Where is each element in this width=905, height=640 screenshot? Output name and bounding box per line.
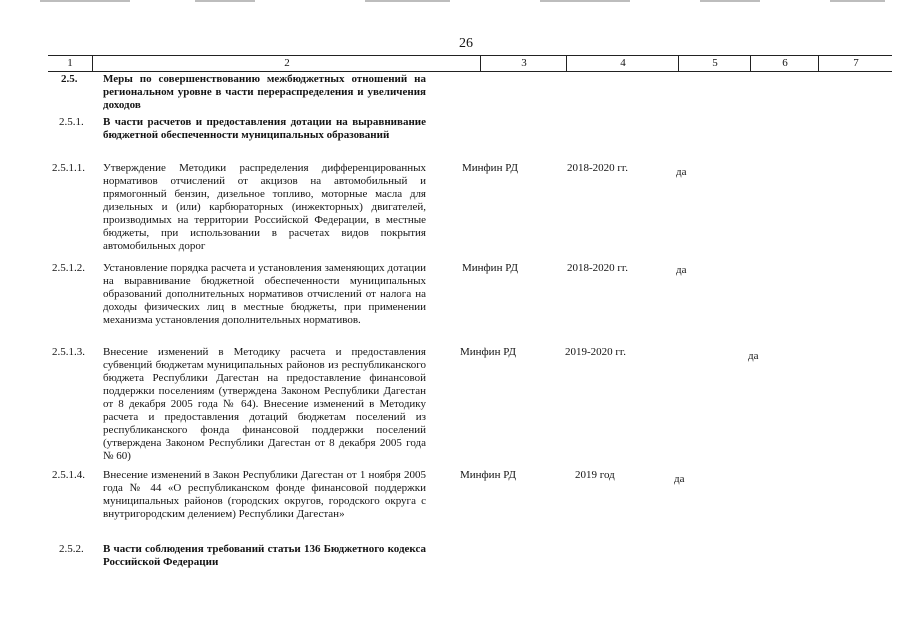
- scan-artifact-line: [40, 0, 130, 2]
- row-number: 2.5.1.: [59, 116, 84, 128]
- column-5-value: да: [674, 473, 685, 485]
- scan-artifact-line: [540, 0, 630, 2]
- page-number: 26: [459, 36, 473, 51]
- executor: Минфин РД: [462, 262, 518, 274]
- row-number: 2.5.1.3.: [52, 346, 85, 358]
- header-cell: 5: [678, 56, 751, 71]
- row-text: В части расчетов и предоставления дотации на выравнивание бюджетной обеспеченности муниципальных образований: [103, 116, 426, 141]
- executor: Минфин РД: [462, 162, 518, 174]
- period: 2019 год: [575, 469, 615, 481]
- header-cell: 3: [480, 56, 567, 71]
- header-cell: 1: [67, 57, 73, 69]
- row-text: Внесение изменений в Методику расчета и предоставления субвенций бюджетам муниципальных районов из республиканского бюджета Республики Дагестан на предоставление финансовой поддержки поселениям (утверждена Законом Республики Дагестан от 8 декабря 2005 года № 64). Внесение изменений в Методику расчета и предоставления дотаций бюджетам поселений из республиканского фонда финансовой поддержки поселений (утверждена Законом Республики Дагестан от 8 декабря 2005 года № 60): [103, 346, 426, 462]
- row-number: 2.5.2.: [59, 543, 84, 555]
- period: 2019-2020 гг.: [565, 346, 626, 358]
- row-text: Утверждение Методики распределения дифференцированных нормативов отчислений от акцизов на автомобильный и прямогонный бензин, дизельное топливо, моторные масла для дизельных и (или) карбюраторных (инжекторных) двигателей, производимых на территории Российской Федерации, в местные бюджеты, при использовании в расчетах видов покрытия автомобильных дорог: [103, 162, 426, 252]
- table-header: [48, 55, 892, 72]
- row-text: Установление порядка расчета и установления заменяющих дотации на выравнивание бюджетной обеспеченности муниципальных образований дополнительных нормативов отчислений от налога на доходы физических лиц в местные бюджеты, при применении механизма установления дополнительных нормативов.: [103, 262, 426, 326]
- header-cell: 4: [566, 56, 679, 71]
- row-number: 2.5.: [61, 73, 78, 85]
- row-text: В части соблюдения требований статьи 136 Бюджетного кодекса Российской Федерации: [103, 543, 426, 568]
- period: 2018-2020 гг.: [567, 162, 628, 174]
- scan-artifact-line: [195, 0, 255, 2]
- row-number: 2.5.1.1.: [52, 162, 85, 174]
- scan-artifact-line: [830, 0, 885, 2]
- period: 2018-2020 гг.: [567, 262, 628, 274]
- header-cell: 7: [818, 56, 893, 71]
- column-6-value: да: [748, 350, 759, 362]
- row-text: Внесение изменений в Закон Республики Дагестан от 1 ноября 2005 года № 44 «О республиканском фонде финансовой поддержки муниципальных районов (городских округов, городского округа с внутригородским делением) Республики Дагестан»: [103, 469, 426, 520]
- row-number: 2.5.1.4.: [52, 469, 85, 481]
- header-cell: 2: [92, 56, 481, 71]
- scan-artifact-line: [700, 0, 760, 2]
- header-cell: 6: [750, 56, 819, 71]
- column-5-value: да: [676, 264, 687, 276]
- row-number: 2.5.1.2.: [52, 262, 85, 274]
- column-5-value: да: [676, 166, 687, 178]
- executor: Минфин РД: [460, 346, 516, 358]
- scan-artifact-line: [365, 0, 450, 2]
- row-text: Меры по совершенствованию межбюджетных отношений на региональном уровне в части перераспределения и увеличения доходов: [103, 73, 426, 111]
- executor: Минфин РД: [460, 469, 516, 481]
